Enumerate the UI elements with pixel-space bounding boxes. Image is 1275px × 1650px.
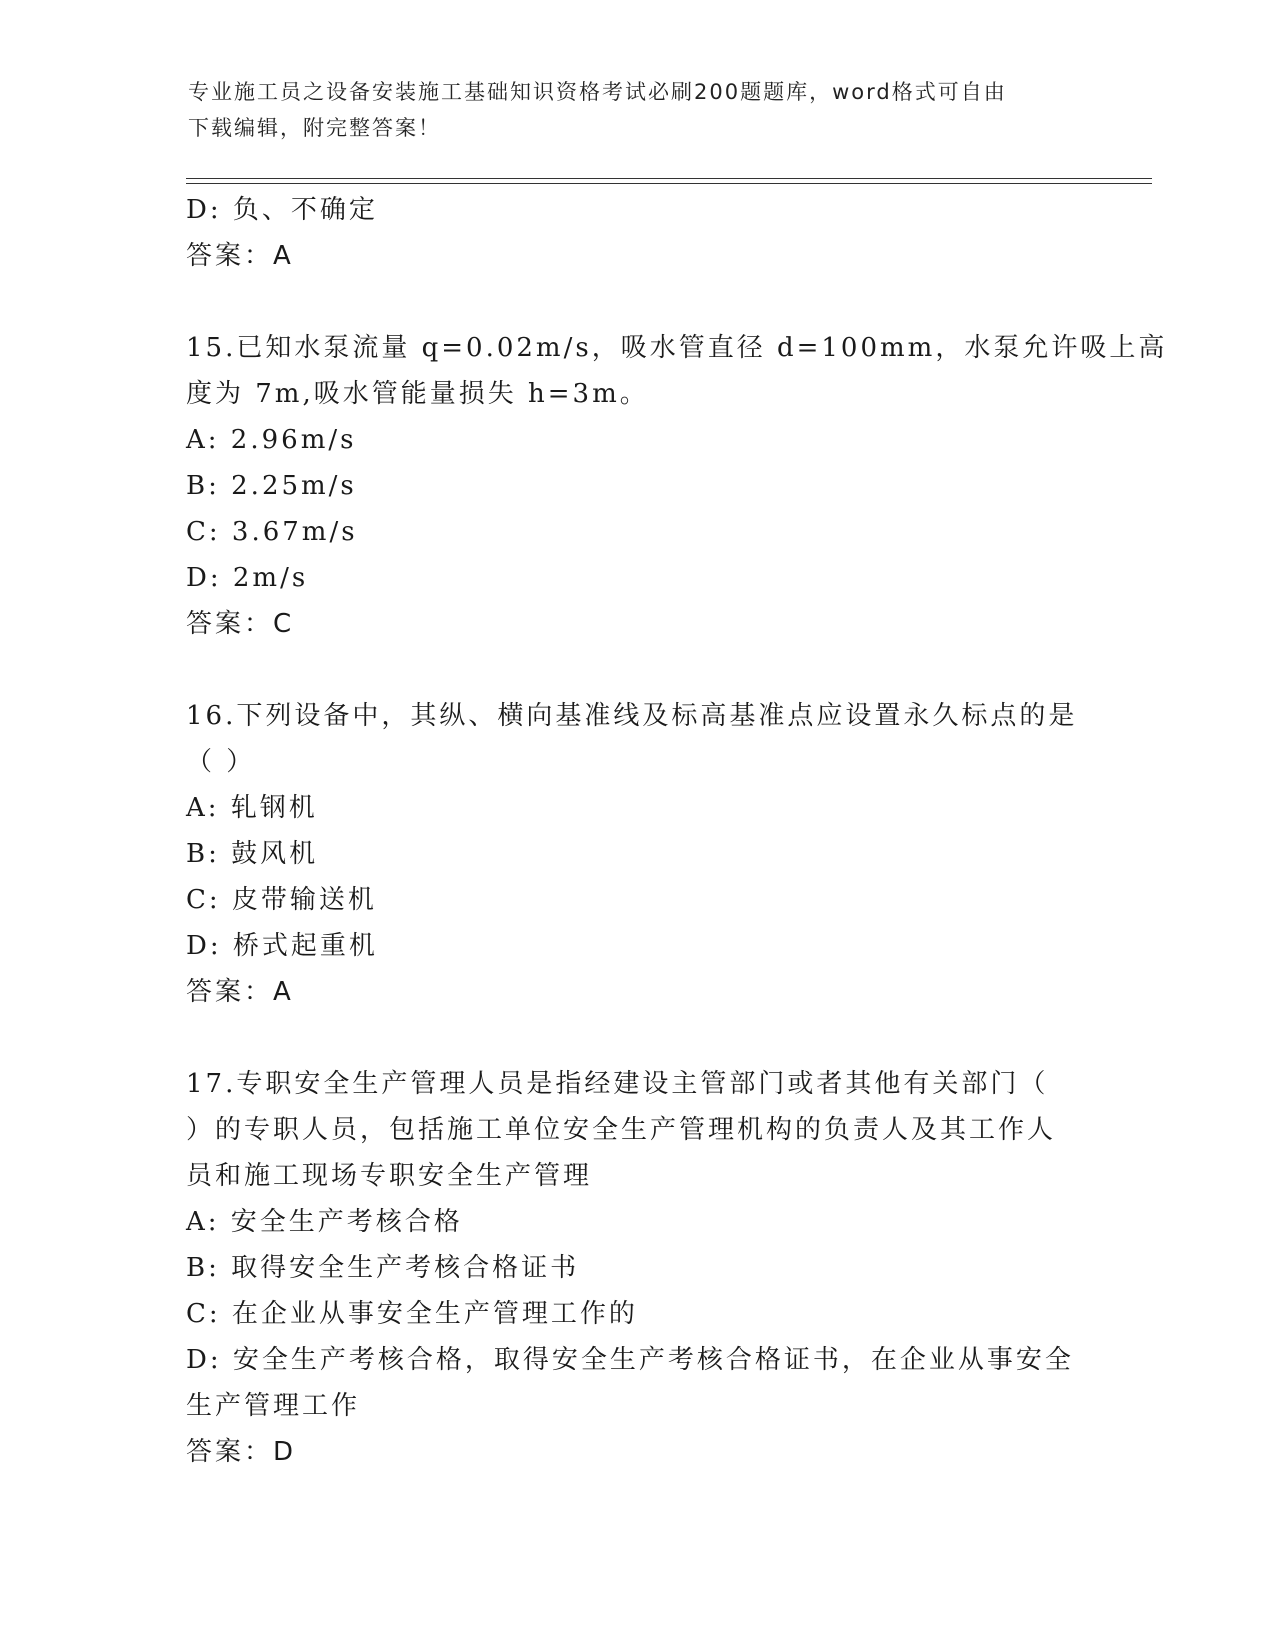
answer: 答案：A — [186, 977, 294, 1007]
option-a: A: 2.96m/s — [186, 425, 357, 455]
question-15 — [186, 325, 1168, 647]
option-a: A: 轧钢机 — [186, 793, 318, 823]
header-line-1: 专业施工员之设备安装施工基础知识资格考试必刷200题题库，word格式可自由 — [188, 80, 1007, 104]
option-c: C: 皮带输送机 — [186, 885, 377, 915]
option-b: B: 2.25m/s — [186, 471, 357, 501]
option-b: B: 取得安全生产考核合格证书 — [186, 1253, 580, 1283]
question-stem-line: 15.已知水泵流量 q=0.02m/s，吸水管直径 d=100mm，水泵允许吸上高 — [186, 333, 1168, 363]
question-list — [186, 187, 1168, 1475]
option-d: D: 安全生产考核合格，取得安全生产考核合格证书，在企业从事安全 — [186, 1345, 1074, 1375]
question-16 — [186, 693, 1106, 1015]
header-divider-top — [186, 178, 1152, 179]
option-b: B: 鼓风机 — [186, 839, 319, 869]
question-stem-line: 16.下列设备中，其纵、横向基准线及标高基准点应设置永久标点的是 — [186, 701, 1078, 731]
question-stem-line: 17.专职安全生产管理人员是指经建设主管部门或者其他有关部门（ — [186, 1069, 1049, 1099]
question-stem-line: （ ） — [186, 747, 256, 777]
question-stem-line: 员和施工现场专职安全生产管理 — [186, 1161, 593, 1191]
header-divider-bottom — [186, 183, 1152, 184]
answer: 答案：D — [186, 1437, 297, 1467]
prev-option-d: D: 负、不确定 — [186, 195, 378, 225]
option-d: D: 桥式起重机 — [186, 931, 378, 961]
option-a: A: 安全生产考核合格 — [186, 1207, 463, 1237]
question-17 — [186, 1061, 1106, 1475]
document-header — [188, 74, 1068, 146]
option-d: D: 2m/s — [186, 563, 309, 593]
header-line-2: 下载编辑，附完整答案！ — [188, 116, 441, 140]
question-stem-line: 度为 7m,吸水管能量损失 h=3m。 — [186, 379, 649, 409]
option-d-continued: 生产管理工作 — [186, 1391, 361, 1421]
prev-answer: 答案：A — [186, 241, 294, 271]
answer: 答案：C — [186, 609, 295, 639]
option-c: C: 3.67m/s — [186, 517, 358, 547]
question-stem-line: ）的专职人员，包括施工单位安全生产管理机构的负责人及其工作人 — [186, 1115, 1057, 1145]
option-c: C: 在企业从事安全生产管理工作的 — [186, 1299, 638, 1329]
